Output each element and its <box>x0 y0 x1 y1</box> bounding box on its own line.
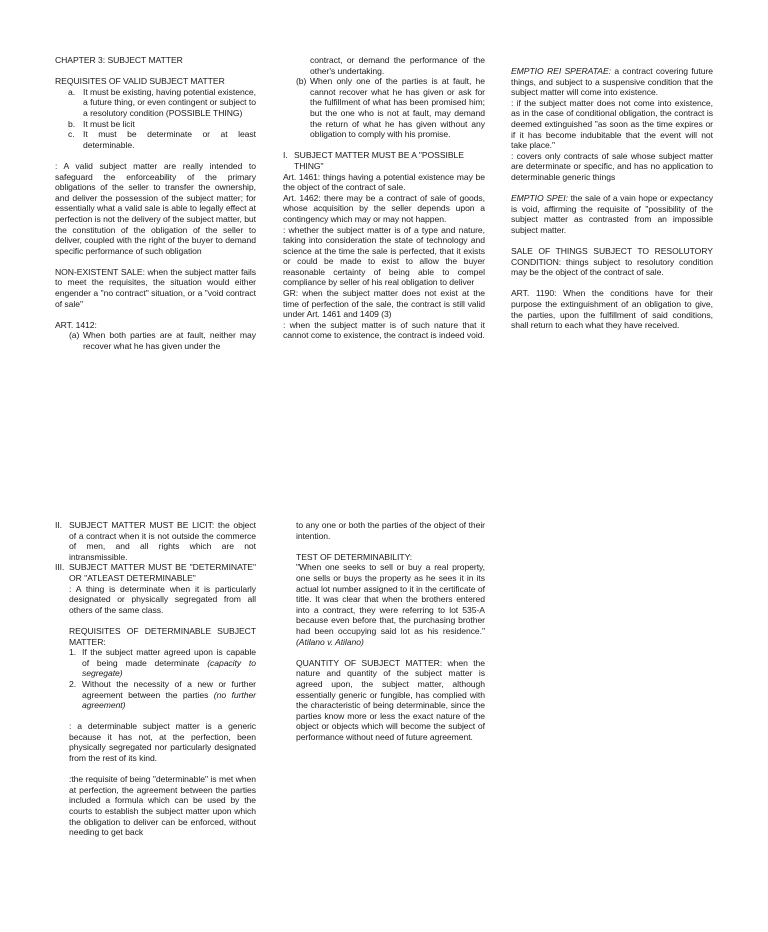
list-item-text: It must be determinate or at least determinable. <box>83 129 256 150</box>
list-item-text: It must be existing, having potential existence, a future thing, or even contingent or subject to a resolutory condition (POSSIBLE THING) <box>83 86 256 118</box>
requisites-heading: REQUISITES OF VALID SUBJECT MATTER <box>55 76 225 87</box>
requisite-determinable-paragraph: :the requisite of being "determinable" is met when at perfection, the agreement between the parties included a formula which can be used by the courts to establish the subject matter upon which the obligation to deliver can be enforced, without needing to get back <box>69 774 256 838</box>
top-column-3 <box>511 66 713 331</box>
term-definition: a contract covering future things, and subject to a suspensive condition that the subject matter will come into existence. <box>511 66 713 98</box>
whether-paragraph: : whether the subject matter is of a type and nature, taking into consideration the state of technology and science at the time the sale is perfected, that it exists or could be made to exist to allow the buyer reasonable certainty of being able to compel compliance by seller of his real obligation to deliver <box>283 224 485 288</box>
test-of-determinability-quote <box>296 562 485 647</box>
art-1461-paragraph: Art. 1461: things having a potential existence may be the object of the contract of sale. <box>283 171 485 193</box>
list-item-text: When only one of the parties is at fault, he cannot recover what he has given or ask for the fulfillment of what has been promised him; but the one who is not at fault, may demand the return of what he has given without any obligation to comply with his promise. <box>310 76 485 140</box>
section-3-heading <box>55 562 256 583</box>
list-item <box>69 647 256 679</box>
case-citation: (Atilano v. Atilano) <box>296 636 364 647</box>
list-item-text: When both parties are at fault, neither may recover what he has given under the <box>83 330 256 352</box>
list-item <box>55 119 256 130</box>
list-marker: (a) <box>69 330 80 341</box>
void-contract-paragraph: : when the subject matter is of such nature that it cannot come to existence, the contract is indeed void. <box>283 319 485 341</box>
list-item-note: (capacity to segregate) <box>82 657 256 679</box>
covers-only-paragraph: : covers only contracts of sale whose subject matter are determinate or specific, and has no application to determinable generic things <box>511 150 713 182</box>
list-marker: 2. <box>69 678 77 689</box>
bottom-column-2 <box>296 520 485 742</box>
art-1190-paragraph: ART. 1190: When the conditions have for their purpose the extinguishment of an obligation to give, the parties, upon the fulfillment of said conditions, shall return to each what they have received. <box>511 288 713 331</box>
term-definition: the sale of a vain hope or expectancy is void, affirming the requisite of "possibility of the subject matter as contrasted from an impossible subject matter. <box>511 193 714 235</box>
requisites-determinable-list <box>55 647 256 711</box>
list-marker: b. <box>68 118 76 129</box>
list-item-note: (no further agreement) <box>82 689 256 711</box>
determinate-definition: : A thing is determinate when it is particularly designated or physically segregated from all others of the same class. <box>69 583 256 615</box>
list-item-text: Without the necessity of a new or further agreement between the parties <box>82 678 256 700</box>
list-item-text: If the subject matter agreed upon is capable of being made determinate <box>82 647 256 668</box>
non-existent-sale-paragraph: NON-EXISTENT SALE: when the subject matter fails to meet the requisites, the situation would either engender a "no contract" situation, or a "void contract of sale" <box>55 266 256 309</box>
term-label: EMPTIO SPEI: <box>511 193 568 204</box>
test-of-determinability-heading: TEST OF DETERMINABILITY: <box>296 551 413 562</box>
list-item <box>69 679 256 711</box>
art-1412-heading: ART. 1412: <box>55 319 97 330</box>
top-column-2 <box>283 55 485 341</box>
section-marker: I. <box>283 150 288 161</box>
list-marker: a. <box>68 86 76 97</box>
if-not-exist-paragraph: : if the subject matter does not come into existence, as in the case of conditional obligation, the contract is deemed extinguished "as soon as the time expires or if it has become indubitable that the event will not take place." <box>511 97 713 151</box>
section-marker: II. <box>55 520 63 530</box>
section-text: SUBJECT MATTER MUST BE LICIT: the object of a contract when it is not outside the commerce of men, and all rights which are not intransmissible. <box>69 520 256 562</box>
list-marker: c. <box>68 129 75 140</box>
quantity-paragraph: QUANTITY OF SUBJECT MATTER: when the nature and quantity of the subject matter is agreed upon, the subject matter, although essentially generic or fungible, has complied with the characteristic of being determinable, since the parties know more or less the exact nature of the object or objects which will become the subject of performance without need of future agreement. <box>296 657 485 742</box>
continued-text: to any one or both the parties of the object of their intention. <box>296 520 485 541</box>
art-1412-item-b <box>283 76 485 140</box>
list-item <box>55 129 256 150</box>
section-title: SUBJECT MATTER MUST BE "DETERMINATE" OR "ATLEAST DETERMINABLE" <box>69 562 256 583</box>
determinable-paragraph: : a determinable subject matter is a generic because it has not, at the perfection, been physically segregated nor particularly designated from the rest of its kind. <box>69 721 256 764</box>
section-marker: III. <box>55 562 65 573</box>
section-title: SUBJECT MATTER MUST BE A "POSSIBLE THING" <box>294 150 464 171</box>
list-item-text: It must be licit <box>83 118 135 129</box>
general-rule-paragraph: GR: when the subject matter does not exist at the time of perfection of the sale, the contract is still valid under Art. 1461 and 1409 (3) <box>283 288 485 320</box>
term-label: EMPTIO REI SPERATAE: <box>511 66 611 76</box>
bottom-column-1 <box>55 520 256 838</box>
valid-subject-matter-paragraph: : A valid subject matter are really intended to safeguard the enforceability of the primary obligations of the seller to transfer the ownership, and deliver the possession of the subject matter; for essentially what a valid sale is able to legally effect at perfection is not the delivery of the subject matter, but the constitution of the obligation of the seller to deliver, coupled with the right of the buyer to demand specific performance of such obligation <box>55 160 256 256</box>
list-item <box>55 87 256 119</box>
emptio-rei-speratae-paragraph <box>511 66 713 98</box>
requisites-list <box>55 87 256 151</box>
requisites-determinable-heading: REQUISITES OF DETERMINABLE SUBJECT MATTER: <box>69 625 256 647</box>
continued-text: contract, or demand the performance of the other's undertaking. <box>310 55 485 76</box>
list-marker: (b) <box>296 76 307 87</box>
list-marker: 1. <box>69 647 77 658</box>
section-1-heading <box>283 150 485 171</box>
art-1412-item-a <box>55 330 256 351</box>
resolutory-condition-paragraph: SALE OF THINGS SUBJECT TO RESOLUTORY CONDITION: things subject to resolutory condition may be the object of the contract of sale. <box>511 246 713 278</box>
top-column-1 <box>55 55 256 352</box>
art-1462-paragraph: Art. 1462: there may be a contract of sale of goods, whose acquisition by the seller depends upon a contingency which may or may not happen. <box>283 192 485 224</box>
emptio-spei-paragraph <box>511 193 713 235</box>
quote-text: "When one seeks to sell or buy a real property, one sells or buys the property as he sees it in its actual lot number assigned to it in the certificate of title. It was clear that when the brothers entered into a contract, they were referring to lot 535-A because even before that, the purchasing brother had been occupying said lot as his residence." <box>296 562 485 636</box>
section-2-heading <box>55 520 256 562</box>
chapter-heading: CHAPTER 3: SUBJECT MATTER <box>55 55 183 65</box>
